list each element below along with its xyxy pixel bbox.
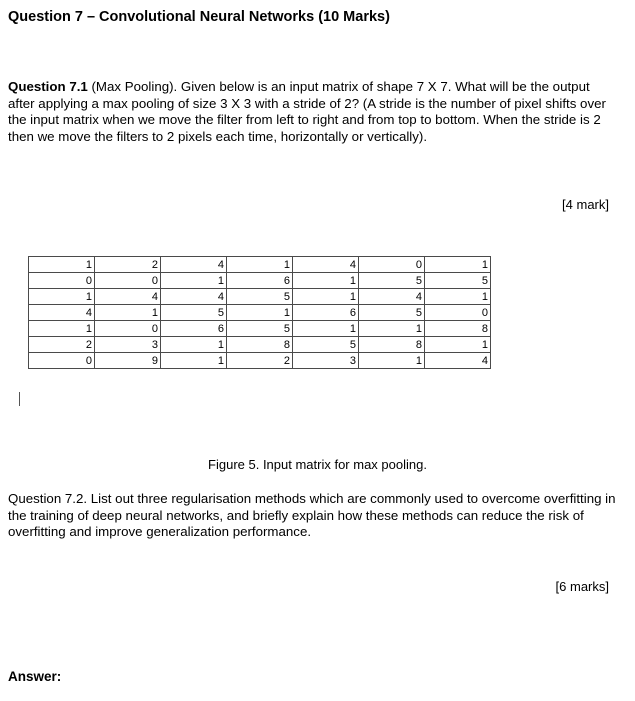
matrix-cell: 4 (29, 305, 95, 321)
matrix-cell: 2 (29, 337, 95, 353)
matrix-cell: 1 (293, 273, 359, 289)
matrix-cell: 1 (29, 321, 95, 337)
matrix-cell: 5 (227, 321, 293, 337)
matrix-cell: 1 (293, 289, 359, 305)
matrix-cell: 1 (227, 257, 293, 273)
matrix-row (29, 321, 491, 337)
matrix-cell: 4 (95, 289, 161, 305)
matrix-cell: 0 (95, 321, 161, 337)
question-7-2-text: Question 7.2. List out three regularisation methods which are commonly used to overcome overfitting in the training of deep neural networks, and briefly explain how these methods can reduce the risk of overfitting and improve generalization performance. (8, 491, 616, 540)
matrix-cell: 0 (359, 257, 425, 273)
matrix-cell: 1 (425, 337, 491, 353)
matrix-cell: 3 (95, 337, 161, 353)
matrix-cell: 0 (95, 273, 161, 289)
matrix-cell: 0 (29, 353, 95, 369)
matrix-cell: 1 (425, 289, 491, 305)
matrix-cell: 4 (425, 353, 491, 369)
matrix-cell: 4 (359, 289, 425, 305)
matrix-cell: 8 (359, 337, 425, 353)
matrix-cell: 2 (95, 257, 161, 273)
figure-caption: Figure 5. Input matrix for max pooling. (208, 457, 427, 472)
question-7-2-marks: [6 marks] (555, 579, 609, 594)
matrix-cell: 3 (293, 353, 359, 369)
matrix-cell: 5 (227, 289, 293, 305)
matrix-cell: 6 (293, 305, 359, 321)
matrix-cell: 4 (161, 257, 227, 273)
matrix-cell: 2 (227, 353, 293, 369)
matrix-cell: 5 (359, 305, 425, 321)
matrix-row (29, 289, 491, 305)
answer-label: Answer: (8, 669, 62, 684)
matrix-row (29, 337, 491, 353)
matrix-cell: 1 (227, 305, 293, 321)
matrix-cell: 5 (161, 305, 227, 321)
input-matrix (28, 256, 491, 369)
matrix-cell: 6 (227, 273, 293, 289)
matrix-edge-line (19, 392, 20, 406)
question-7-title: Question 7 – Convolutional Neural Networks (10 Marks) (8, 9, 390, 25)
matrix-row (29, 273, 491, 289)
matrix-cell: 1 (29, 257, 95, 273)
matrix-cell: 5 (359, 273, 425, 289)
matrix-cell: 0 (29, 273, 95, 289)
matrix-cell: 6 (161, 321, 227, 337)
matrix-cell: 0 (425, 305, 491, 321)
question-7-1-label: Question 7.1 (8, 79, 88, 94)
matrix-cell: 1 (161, 337, 227, 353)
matrix-cell: 1 (161, 273, 227, 289)
matrix-cell: 1 (359, 321, 425, 337)
matrix-cell: 5 (293, 337, 359, 353)
matrix-cell: 8 (227, 337, 293, 353)
matrix-cell: 9 (95, 353, 161, 369)
matrix-row (29, 257, 491, 273)
matrix-cell: 1 (425, 257, 491, 273)
question-7-1-marks: [4 mark] (562, 197, 609, 212)
question-7-1-body: (Max Pooling). Given below is an input matrix of shape 7 X 7. What will be the output after applying a max pooling of size 3 X 3 with a stride of 2? (A stride is the number of pixel shifts over the input matrix when we move the filter from left to right and from top to bottom. When the stride is 2 then we move the filters to 2 pixels each time, horizontally or vertically). (8, 79, 606, 145)
matrix-row (29, 305, 491, 321)
matrix-cell: 1 (95, 305, 161, 321)
matrix-cell: 4 (161, 289, 227, 305)
matrix-row (29, 353, 491, 369)
matrix-cell: 5 (425, 273, 491, 289)
matrix-cell: 1 (161, 353, 227, 369)
matrix-cell: 1 (293, 321, 359, 337)
matrix-cell: 8 (425, 321, 491, 337)
matrix-cell: 1 (359, 353, 425, 369)
question-7-1-text (8, 79, 612, 146)
matrix-cell: 1 (29, 289, 95, 305)
matrix-cell: 4 (293, 257, 359, 273)
